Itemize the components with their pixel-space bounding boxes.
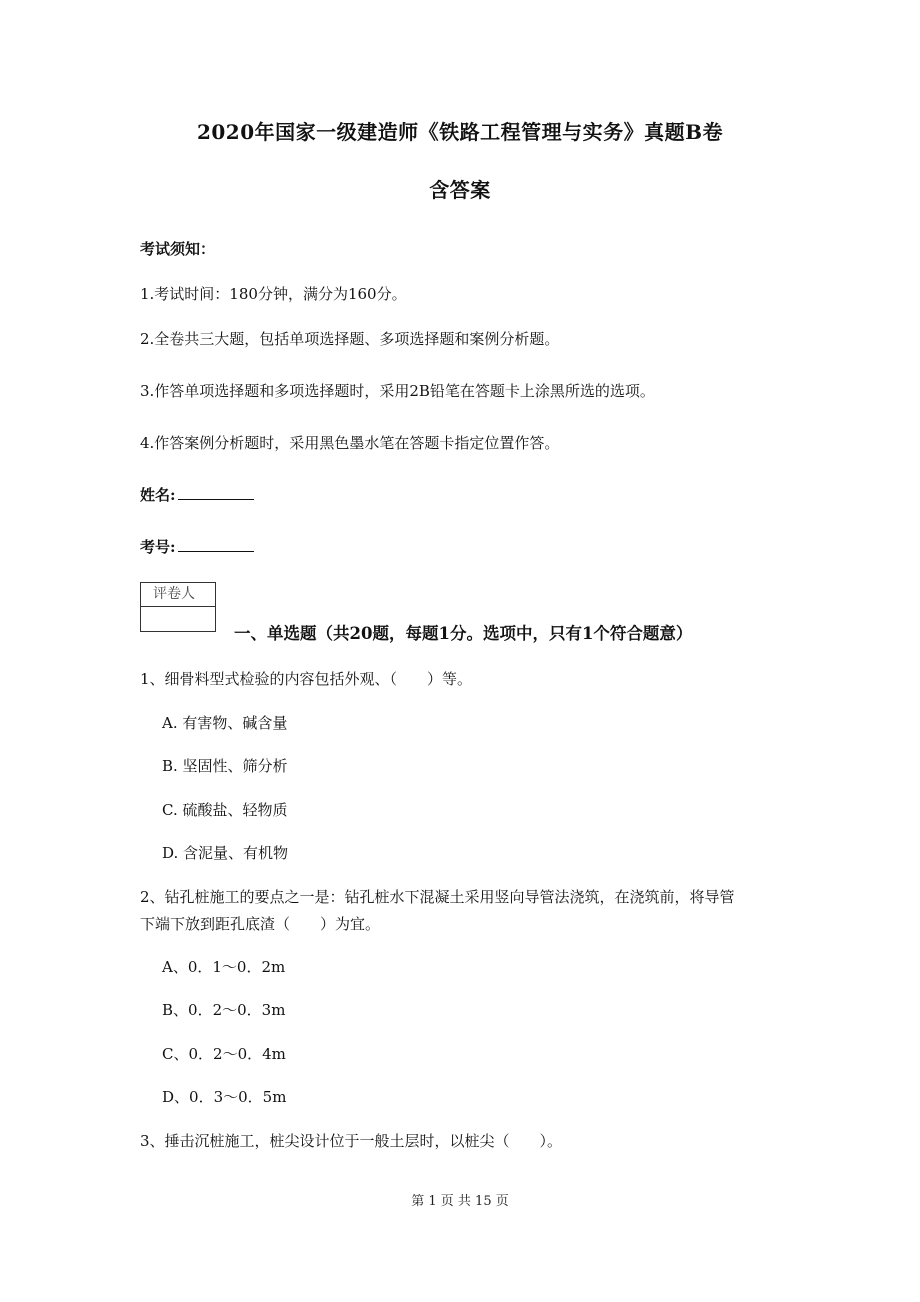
question-option: B. 坚固性、筛分析: [162, 757, 288, 775]
page-footer: 第 1 页 共 15 页: [411, 1194, 509, 1209]
exam-number-label: 考号:: [140, 538, 176, 556]
question-stem: 3、捶击沉桩施工，桩尖设计位于一般土层时，以桩尖（ ）。: [140, 1132, 563, 1150]
section-heading: 一、单选题（共20题，每题1分。选项中，只有1个符合题意）: [234, 624, 693, 643]
notice-heading: 考试须知：: [140, 240, 216, 258]
notice-item: 2.全卷共三大题，包括单项选择题、多项选择题和案例分析题。: [140, 330, 560, 348]
question-option: D、0．3～0．5m: [162, 1088, 287, 1106]
exam-number-field: [140, 536, 254, 557]
grader-label: 评卷人: [141, 583, 215, 607]
notice-item: 4.作答案例分析题时，采用黑色墨水笔在答题卡指定位置作答。: [140, 434, 560, 452]
question-option: C、0．2～0．4m: [162, 1045, 286, 1063]
question-option: A. 有害物、碱含量: [162, 714, 288, 732]
question-stem: 2、钻孔桩施工的要点之一是：钻孔桩水下混凝土采用竖向导管法浇筑，在浇筑前，将导管: [140, 888, 735, 906]
document-subtitle: 含答案: [429, 178, 491, 202]
question-stem-continued: 下端下放到距孔底渣（ ）为宜。: [140, 915, 381, 933]
question-option: B、0．2～0．3m: [162, 1001, 286, 1019]
name-label: 姓名:: [140, 486, 176, 504]
grader-box: [140, 582, 216, 632]
exam-number-blank[interactable]: [178, 537, 254, 552]
notice-item: 3.作答单项选择题和多项选择题时，采用2B铅笔在答题卡上涂黑所选的选项。: [140, 382, 655, 400]
question-option: C. 硫酸盐、轻物质: [162, 801, 288, 819]
notice-item: 1.考试时间：180分钟，满分为160分。: [140, 285, 407, 303]
name-field: [140, 484, 254, 505]
name-blank[interactable]: [178, 485, 254, 500]
question-option: D. 含泥量、有机物: [162, 844, 289, 862]
question-stem: 1、细骨料型式检验的内容包括外观、（ ）等。: [140, 670, 473, 688]
question-option: A、0．1～0．2m: [162, 958, 286, 976]
document-title: 2020年国家一级建造师《铁路工程管理与实务》真题B卷: [196, 120, 724, 144]
